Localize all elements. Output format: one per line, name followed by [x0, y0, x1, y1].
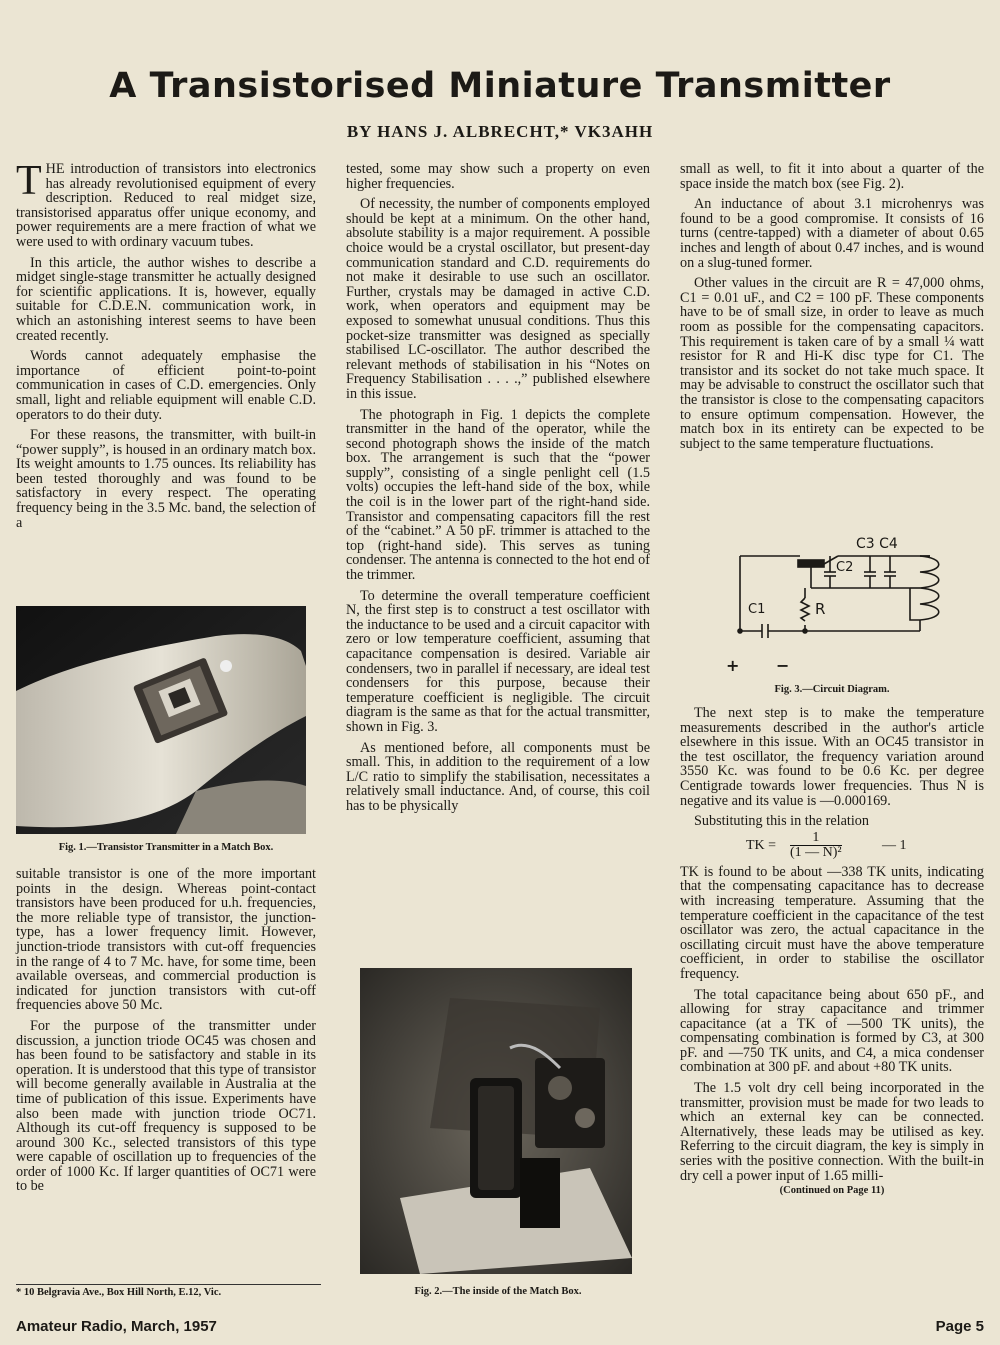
formula-denominator: (1 — N)²	[790, 845, 842, 861]
label-minus: −	[776, 656, 790, 675]
paragraph: The total capacitance being about 650 pF., and allowing for stray capacitance and trimmer capacitance (at a TK of —500 TK units), the compensating combination is formed by C3, at 300 pF. and —750 TK units, and C4, a mica condenser combination at 300 pF. and about +80 TK units.	[680, 986, 984, 1076]
paragraph: In this article, the author wishes to describe a midget single-stage transmitter he actually designed for scientific applications. It is, however, equally suitable for C.D.E.N. communication work, in which an astonishing interest seems to have been created recently.	[16, 254, 316, 344]
label-c3c4: C3 C4	[856, 536, 898, 552]
paragraph: For the purpose of the transmitter under discussion, a junction triode OC45 was chosen and has been found to be satisfactory and stable in its operation. It is understood that this type of transistor will become generally available in Australia at the time of publication of this issue. Experiments have also been made with junction triode OC71. Although its cut-off frequency is supposed to be around 300 Kc., selected transistors of this type were capable of oscillation up to frequencies of the order of 1000 Kc. If larger quantities of OC71 were to be	[16, 1017, 316, 1195]
footnote: * 10 Belgravia Ave., Box Hill North, E.12, Vic.	[16, 1284, 321, 1298]
formula-left: TK =	[746, 837, 777, 853]
fig1-photo	[16, 606, 306, 834]
footer-publication: Amateur Radio, March, 1957	[16, 1318, 217, 1335]
footer-page-number: Page 5	[935, 1318, 984, 1335]
paragraph: THE introduction of transistors into electronics has already revolutionised equipment of every description. Reduced to real midget size, transistorised apparatus offer unique economy, and power requirements are a mere fraction of what we were used to with ordinary vacuum tubes.	[16, 158, 316, 250]
paragraph: To determine the overall temperature coefficient N, the first step is to construct a test oscillator with the inductance to be used and a circuit capacitor with zero or low temperature coefficient, assuming that capacitance compensation is desired. Variable air condensers, two in parallel if necessary, are ideal test condensers for this purpose, because their temperature coefficient is negligible. The circuit diagram is the same as that for the actual transmitter, shown in Fig. 3.	[346, 587, 650, 735]
paragraph: suitable transistor is one of the more important points in the design. Whereas point-contact transistors have been produced for u.h. frequencies, the more reliable type of transistor, the junction-type, has a lower frequency limit. However, junction-triode transistors with cut-off frequencies in the range of 4 to 7 Mc. have, for some time, been available overseas, and commercial production is indicated for junction transistors with cut-off frequencies above 50 Mc.	[16, 866, 316, 1014]
formula-tail: — 1	[882, 837, 907, 853]
column-2	[346, 162, 650, 820]
paragraph: The photograph in Fig. 1 depicts the complete transmitter in the hand of the operator, while the second photograph shows the inside of the match box. The arrangement is such that the “power supply”, consisting of a single penlight cell (1.5 volts) occupies the left-hand side of the box, while the coil is in the lower part of the right-hand side. Transistor and compensating capacitors fill the rest of the “cabinet.” A 50 pF. trimmer is attached to the top (right-hand side). This serves as tuning condenser. The antenna is connected to the hot end of the trimmer.	[346, 406, 650, 584]
paragraph: Of necessity, the number of components employed should be kept at a minimum. On the other hand, absolute stability is a major requirement. A possible choice would be a crystal oscillator, but present-day communication standard and C.D. requirements do not make it desirable to use such an oscillator. Further, crystals may be damaged in active C.D. work, when operators and equipment may be exposed to somewhat unusual conditions. Thus this pocket-size transmitter was designed as specially stabilised LC-oscillator. The author described the relevant methods of stabilisation in his “Notes on Frequency Stabilisation . . . .,” published elsewhere in this issue.	[346, 196, 650, 402]
column-1-bottom	[16, 867, 316, 1200]
fig1-caption: Fig. 1.—Transistor Transmitter in a Match Box.	[58, 842, 274, 853]
label-c2: C2	[836, 560, 854, 575]
article-title: A Transistorised Miniature Transmitter	[109, 66, 891, 106]
paragraph: As mentioned before, all components must be small. This, in addition to the requirement of a low L/C ratio to simplify the stabilisation, necessitates a relatively small inductance. And, of course, this coil has to be physically	[346, 739, 650, 814]
label-c1: C1	[748, 602, 766, 617]
formula	[680, 831, 984, 863]
byline: BY HANS J. ALBRECHT,* VK3AHH	[346, 122, 654, 141]
column-1-top	[16, 158, 316, 536]
fig2-caption: Fig. 2.—The inside of the Match Box.	[414, 1286, 582, 1297]
paragraph: small as well, to fit it into about a quarter of the space inside the match box (see Fig. 2).	[680, 161, 984, 192]
paragraph: For these reasons, the transmitter, with built-in “power supply”, is housed in an ordinary match box. Its weight amounts to 1.75 ounces. Its reliability has been tested thoroughly and was found to be satisfactory in every respect. The operating frequency being in the 3.5 Mc. band, the selection of a	[16, 427, 316, 531]
circuit-diagram	[720, 536, 950, 678]
paragraph: Words cannot adequately emphasise the importance of efficient point-to-point communication in cases of C.D. emergencies. Only small, light and reliable equipment will enable C.D. operators to do their duty.	[16, 348, 316, 423]
continued-note: (Continued on Page 11)	[779, 1185, 885, 1197]
paragraph: The next step is to make the temperature measurements described in the author's article elsewhere in this issue. With an OC45 transistor in the test oscillator, the frequency variation around 3550 Kc. was found to be 0.6 Kc. per degree Centigrade towards lower frequencies. Thus N is negative and its value is —0.000169.	[680, 705, 984, 809]
paragraph: TK is found to be about —338 TK units, indicating that the compensating capacitance has to decrease with increasing temperature. Assuming that the temperature coefficient in the capacitance of the test oscillator was zero, the actual capacitance in the oscillating circuit must have the above temperature coefficient, in order to stabilise the oscillator frequency.	[680, 863, 984, 982]
drop-cap: T	[16, 158, 42, 204]
formula-numerator: 1	[790, 831, 842, 847]
paragraph: Substituting this in the relation	[694, 813, 869, 830]
column-3-bottom	[680, 706, 984, 1199]
label-r: R	[815, 600, 826, 618]
formula-fraction	[790, 831, 842, 861]
label-plus: +	[726, 656, 740, 675]
fig2-photo	[360, 968, 632, 1274]
paragraph: tested, some may show such a property on even higher frequencies.	[346, 161, 650, 192]
paragraph: An inductance of about 3.1 microhenrys was found to be a good compromise. It consists of 16 turns (centre-tapped) with a diameter of about 0.65 inches and length of about 0.47 inches, and is wound on a slug-tuned former.	[680, 196, 984, 271]
column-3-top	[680, 162, 984, 457]
paragraph: The 1.5 volt dry cell being incorporated in the transmitter, provision must be made for two leads to which an external key can be connected. Alternatively, these leads may be utilised as key. Referring to the circuit diagram, the key is simply in series with the positive connection. With the built-in dry cell a power input of 1.65 milli-	[680, 1080, 984, 1184]
fig3-caption: Fig. 3.—Circuit Diagram.	[774, 684, 890, 695]
paragraph: Other values in the circuit are R = 47,000 ohms, C1 = 0.01 uF., and C2 = 100 pF. These components have to be of small size, in order to leave as much room as possible for the compensating capacitors. This requirement is taken care of by a small ¼ watt resistor for R and Hi-K disc type for C1. The transistor and its socket do not take much space. It may be advisable to construct the oscillator such that the transistor is close to the compensating capacitors to ensure optimum compensation. However, the match box in its entirety can be expected to be subject to the same temperature fluctuations.	[680, 275, 984, 452]
